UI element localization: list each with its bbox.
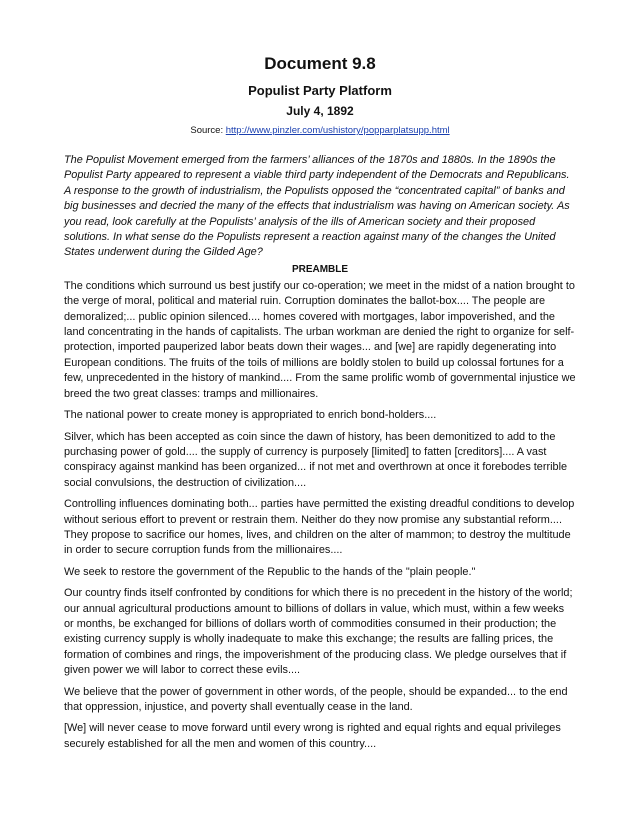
body-paragraph: The conditions which surround us best justify our co-operation; we meet in the midst of a nation brought to the verge of moral, political and material ruin. Corruption dominates the ballot-box.... The people are demoralized;... public opinion silenced.... homes covered with mortgages, labor impoverished, and the land concentrating in the hands of capitalists. The urban workman are denied the right to organize for self-protection, imported pauperized labor beats down their wages... and [we] are rapidly degenerating into European conditions. The fruits of the toils of millions are boldly stolen to build up colossal fortunes for a few, unprecedented in the history of mankind.... From the same prolific womb of governmental injustice we breed the two great classes: tramps and millionaires. [64, 279, 576, 400]
document-subtitle: Populist Party Platform [248, 83, 392, 98]
body-paragraph: The national power to create money is appropriated to enrich bond-holders.... [64, 409, 437, 422]
source-label: Source: [190, 125, 226, 136]
body-paragraph: Controlling influences dominating both... parties have permitted the existing dreadful conditions to develop without serious effort to prevent or restrain them. Neither do they now promise any substantial reform.... They propose to sacrifice our homes, lives, and children on the alter of mammon; to destroy the multitude in order to secure corruption funds from the millionaires.... [64, 498, 575, 557]
document-title: Document 9.8 [264, 54, 376, 73]
section-heading: PREAMBLE [291, 263, 349, 275]
body-paragraph: Our country finds itself confronted by conditions for which there is no precedent in the history of the world; our annual agricultural productions amount to billions of dollars in value, which must, within a few weeks or months, be exchanged for billions of dollars worth of commodities consumed in their production; the existing currency supply is wholly inadequate to make this exchange; the results are falling prices, the formation of combines and rings, the impoverishment of the producing class. We pledge ourselves that if given power we will labor to correct these evils.... [64, 587, 573, 677]
document-date: July 4, 1892 [286, 104, 354, 118]
body-paragraph: Silver, which has been accepted as coin since the dawn of history, has been demonitized to add to the purchasing power of gold.... the supply of currency is purposely [limited] to fatten [creditors].... A vast conspiracy against mankind has been organized... if not met and overthrown at once it forebodes terrible social convulsions, the destruction of civilization.... [64, 430, 568, 489]
body-paragraph: We seek to restore the government of the Republic to the hands of the "plain people." [64, 565, 476, 578]
intro-paragraph: The Populist Movement emerged from the farmers’ alliances of the 1870s and 1880s. In the 1890s the Populist Party appeared to represent a viable third party independent of the Democrats and Republicans. A response to the growth of industrialism, the Populists opposed the “concentrated capital” of banks and big businesses and decried the many of the effects that industrialism was having on American society. As you read, look carefully at the Populists’ analysis of the ills of American society and their proposed solutions. In what sense do the Populists represent a reaction against many of the changes the United States underwent during the Gilded Age? [64, 154, 570, 259]
source-line [64, 125, 576, 136]
source-link[interactable]: http://www.pinzler.com/ushistory/popparplatsupp.html [225, 125, 450, 136]
body-paragraph: [We] will never cease to move forward until every wrong is righted and equal rights and equal privileges securely established for all the men and women of this country.... [64, 722, 561, 750]
body-paragraph: We believe that the power of government in other words, of the people, should be expanded... to the end that oppression, injustice, and poverty shall eventually cease in the land. [64, 685, 568, 713]
